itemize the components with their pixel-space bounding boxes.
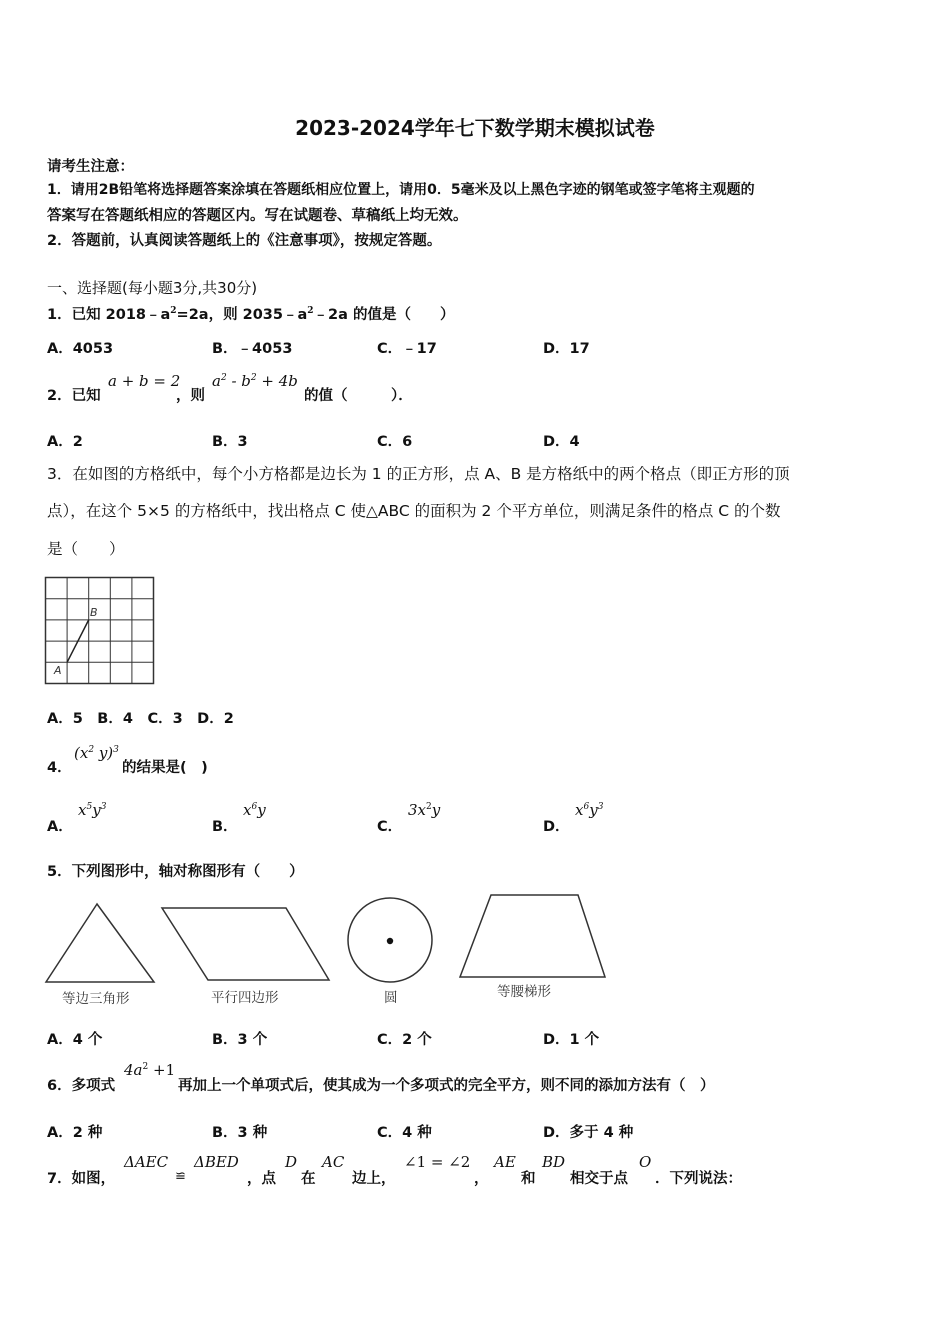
circle-center-dot [387, 938, 393, 944]
q2-option-c[interactable]: C．6 [377, 434, 413, 450]
q2-expression: $a^2 - b^2 + 4b$ [212, 372, 298, 390]
q1-option-d[interactable]: D．17 [543, 341, 590, 357]
q6-option-b[interactable]: B．3 种 [212, 1125, 268, 1141]
q1-option-a[interactable]: A．4053 [47, 341, 114, 357]
question-7-prefix: 7．如图， [47, 1171, 116, 1187]
q7-side-ac: AC [322, 1153, 345, 1171]
label-circle: 圆 [384, 990, 398, 1006]
question-4-suffix: 的结果是( ) [122, 760, 208, 776]
q7-congruent-symbol: ≌ [175, 1169, 186, 1184]
q2-option-d[interactable]: D．4 [543, 434, 580, 450]
question-4-prefix: 4． [47, 760, 72, 776]
equilateral-triangle-shape [46, 904, 154, 982]
q4-option-d-label[interactable]: D． [543, 819, 570, 835]
q1-option-c[interactable]: C．﹣17 [377, 341, 437, 357]
q7-angle-equality: ∠1 = ∠2 [404, 1153, 471, 1171]
q4-option-c-label[interactable]: C． [377, 819, 403, 835]
question-2-suffix: 的值（ ）． [304, 388, 413, 404]
notice-heading: 请考生注意： [47, 159, 134, 175]
point-a-label: A [54, 664, 62, 677]
label-equilateral-triangle: 等边三角形 [62, 991, 130, 1007]
question-7-comma: ， [474, 1171, 489, 1187]
question-2-prefix: 2．已知 [47, 388, 101, 404]
q4-expression: ($x^2$ y)$^3$ [74, 744, 119, 762]
notice-line-3: 2．答题前，认真阅读答题纸上的《注意事项》，按规定答题。 [47, 233, 442, 249]
q3-options[interactable]: A．5 B．4 C．3 D．2 [47, 711, 234, 727]
q7-segment-bd: BD [542, 1153, 566, 1171]
label-parallelogram: 平行四边形 [211, 990, 279, 1006]
question-7-and: 和 [521, 1171, 536, 1187]
q4-option-a-expr[interactable]: $x^5y^3$ [78, 801, 107, 819]
grid-figure [44, 576, 156, 686]
section-heading: 一、选择题(每小题3分,共30分) [47, 279, 258, 297]
isosceles-trapezoid-shape [460, 895, 605, 977]
question-6-prefix: 6．多项式 [47, 1078, 116, 1094]
q5-option-d[interactable]: D．1 个 [543, 1032, 600, 1048]
page-title: 2023-2024学年七下数学期末模拟试卷 [295, 116, 655, 140]
question-6-suffix: 再加上一个单项式后，使其成为一个多项式的完全平方，则不同的添加方法有（ ） [178, 1078, 715, 1094]
q6-option-d[interactable]: D．多于 4 种 [543, 1125, 634, 1141]
q4-option-b-expr[interactable]: $x^6y$ [243, 801, 266, 819]
question-3-line-2: 点），在这个 5×5 的方格纸中，找出格点 C 使△ABC 的面积为 2 个平方单位，则满足条件的格点 C 的个数 [47, 502, 781, 520]
question-7-point: ，点 [247, 1171, 276, 1187]
q6-polynomial: $4a^2 +1$ [124, 1061, 176, 1079]
question-3-line-3: 是（ ） [47, 540, 125, 558]
q5-option-b[interactable]: B．3 个 [212, 1032, 268, 1048]
question-1-stem: 1．已知 $2018﹣a^2=2a$，则 $2035﹣a^2﹣2a$ 的值是（ ） [47, 306, 455, 323]
q7-triangle-bed: ΔBED [194, 1153, 239, 1171]
question-7-on: 在 [301, 1171, 316, 1187]
q7-segment-ae: AE [494, 1153, 516, 1171]
q7-point-o: O [639, 1153, 652, 1171]
label-isosceles-trapezoid: 等腰梯形 [497, 984, 551, 1000]
parallelogram-shape [162, 908, 329, 980]
q5-option-c[interactable]: C．2 个 [377, 1032, 432, 1048]
shapes-figure [40, 890, 615, 1012]
q7-triangle-aec: ΔAEC [124, 1153, 169, 1171]
q5-option-a[interactable]: A．4 个 [47, 1032, 103, 1048]
question-5-stem: 5．下列图形中，轴对称图形有（ ） [47, 864, 304, 880]
q2-option-a[interactable]: A．2 [47, 434, 83, 450]
notice-line-1: 1．请用2B铅笔将选择题答案涂填在答题纸相应位置上，请用0．5毫米及以上黑色字迹的钢笔或签字笔将主观题的 [47, 182, 755, 198]
q7-point-d: D [285, 1153, 298, 1171]
q1-option-b[interactable]: B．﹣4053 [212, 341, 293, 357]
question-7-suffix: ．下列说法： [655, 1171, 742, 1187]
notice-line-2: 答案写在答题纸相应的答题区内。写在试题卷、草稿纸上均无效。 [47, 208, 468, 224]
q6-option-c[interactable]: C．4 种 [377, 1125, 432, 1141]
point-b-label: B [90, 606, 98, 619]
q6-option-a[interactable]: A．2 种 [47, 1125, 103, 1141]
q4-option-b-label[interactable]: B． [212, 819, 238, 835]
q2-equation-1: a + b = 2 [108, 372, 181, 390]
q2-option-b[interactable]: B．3 [212, 434, 248, 450]
question-7-intersect: 相交于点 [570, 1171, 628, 1187]
question-3-line-1: 3．在如图的方格纸中，每个小方格都是边长为 1 的正方形，点 A、B 是方格纸中的两个格点（即正方形的顶 [47, 465, 790, 483]
question-7-side: 边上， [352, 1171, 396, 1187]
q4-option-c-expr[interactable]: $3x^2y$ [408, 801, 441, 819]
question-2-then: ，则 [176, 388, 205, 404]
q4-option-a-label[interactable]: A． [47, 819, 73, 835]
q4-option-d-expr[interactable]: $x^6y^3$ [575, 801, 604, 819]
